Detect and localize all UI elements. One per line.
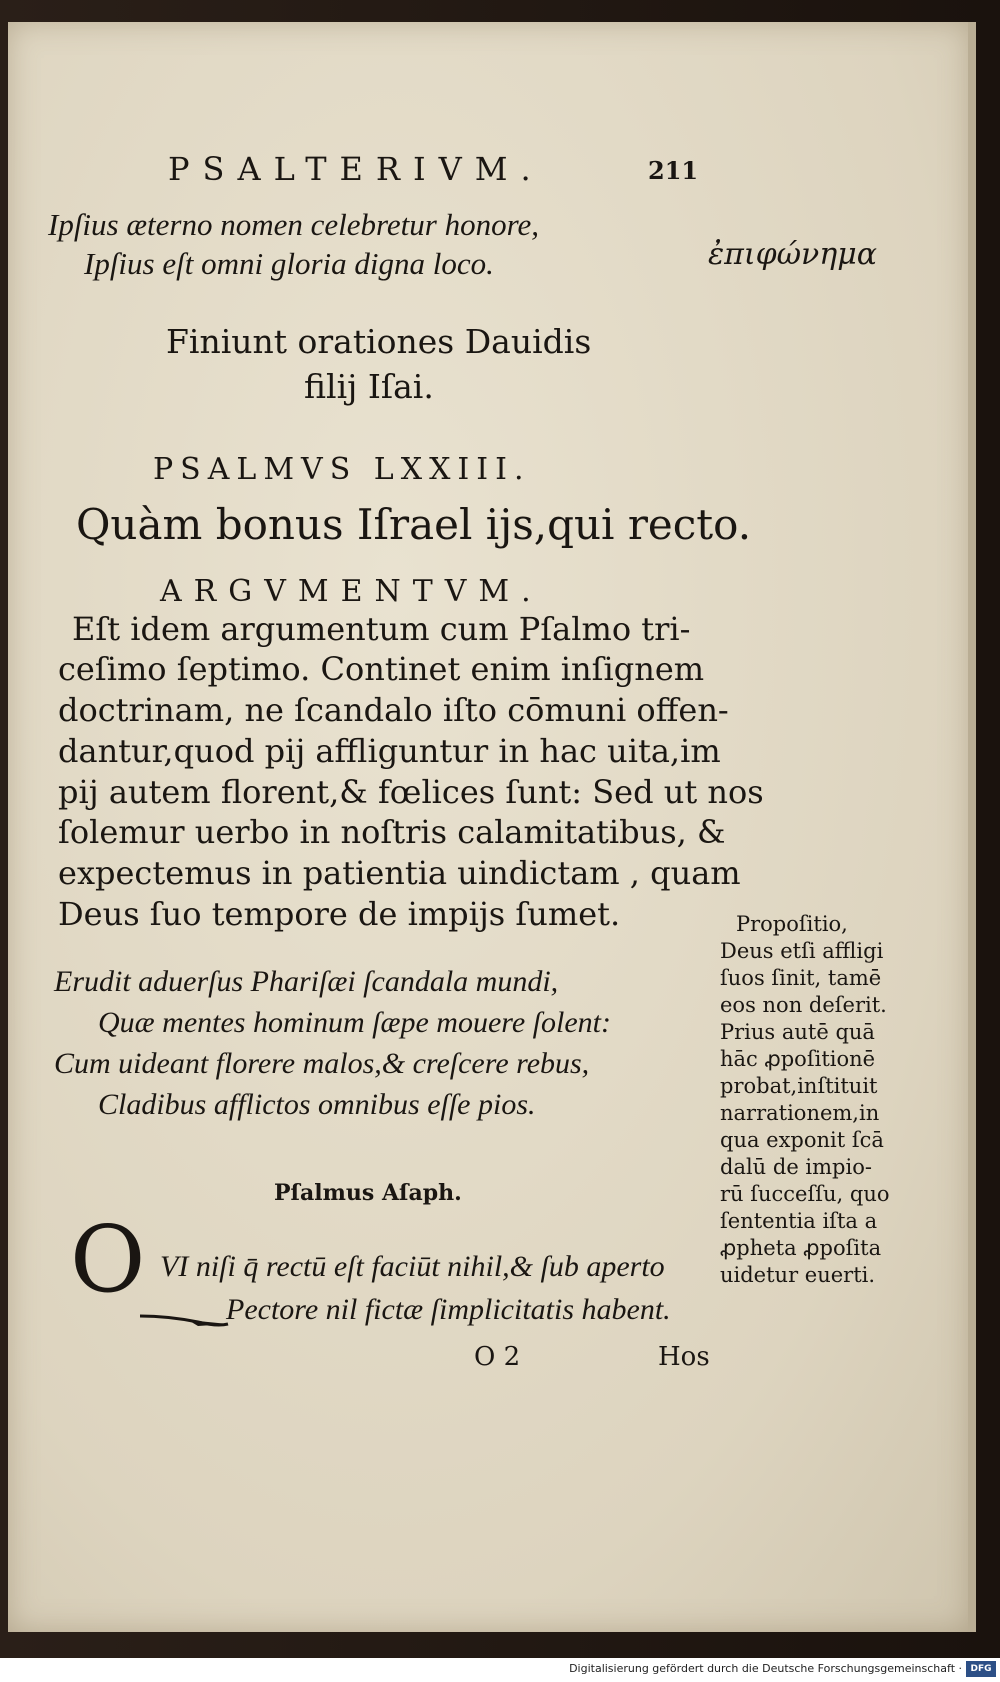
argumentum-heading: ARGVMENTVM. (160, 574, 543, 609)
marginal-note-line: dalū de impio- (720, 1155, 872, 1179)
psalm-text-line: Pectore nil fictæ ſimplicitatis habent. (226, 1293, 671, 1326)
page-edge (968, 22, 976, 1632)
argumentum-line: dantur,quod pij affliguntur in hac uita,im (58, 732, 721, 770)
catchword: Hos (658, 1342, 710, 1372)
signature-mark: O 2 (474, 1342, 521, 1372)
argumentum-line: doctrinam, ne ſcandalo iſto cōmuni offen- (58, 691, 729, 729)
marginal-note-line: hāc ꝓpoſitionē (720, 1047, 876, 1071)
argumentum-line: ſolemur uerbo in noſtris calamitatibus, & (58, 813, 726, 851)
marginal-note-line: ꝓpheta ꝓpoſita (720, 1236, 882, 1260)
marginal-note-line: Prius autē quā (720, 1020, 875, 1044)
psalm-heading: PSALMVS LXXIII. (153, 452, 531, 487)
psalm-incipit: Quàm bonus Iſrael ijs,qui recto. (76, 500, 752, 549)
footer-credit: Digitalisierung gefördert durch die Deutsche Forschungsgemeinschaft · (569, 1662, 962, 1675)
marginal-note-line: qua exponit ſcā (720, 1128, 884, 1152)
greek-marginal-note: ἐπιφώνημα (708, 237, 878, 272)
flourish-ornament (138, 1312, 230, 1328)
marginal-note-line: narrationem,in (720, 1101, 880, 1125)
marginal-note-line: Propoſitio, (736, 912, 848, 936)
epigram-line: Cladibus afflictos omnibus eſſe pios. (98, 1088, 536, 1121)
epigram-line: Erudit aduerſus Phariſæi ſcandala mundi, (54, 965, 559, 998)
argumentum-line: Eſt idem argumentum cum Pſalmo tri- (72, 610, 691, 648)
epigram-line: Cum uideant florere malos,& creſcere rebus, (54, 1047, 590, 1080)
colophon-line: filij Iſai. (304, 367, 434, 406)
argumentum-line: Deus ſuo tempore de impijs ſumet. (58, 895, 621, 933)
running-head: PSALTERIVM. (168, 150, 544, 188)
argumentum-line: pij autem florent,& fœlices ſunt: Sed ut nos (58, 773, 764, 811)
drop-cap-initial: O (70, 1206, 146, 1313)
marginal-note-line: ſuos ſinit, tamē (720, 966, 882, 990)
psalm-text-line: VI niſi q̄ rectū eſt faciūt nihil,& ſub aperto (160, 1250, 665, 1283)
argumentum-line: expectemus in patientia uindictam , quam (58, 854, 741, 892)
marginal-note-line: rū ſucceſſu, quo (720, 1182, 890, 1206)
marginal-note-line: probat,inſtituit (720, 1074, 878, 1098)
marginal-note-line: Deus etſi affligi (720, 939, 884, 963)
psalm-subheading: Pſalmus Aſaph. (274, 1180, 462, 1206)
epigram-line: Quæ mentes hominum ſæpe mouere ſolent: (98, 1006, 611, 1039)
marginal-note-line: ſententia iſta a (720, 1209, 878, 1233)
digitization-footer (0, 1658, 1000, 1682)
dfg-logo: DFG (966, 1661, 996, 1677)
argumentum-line: ceſimo ſeptimo. Continet enim inſignem (58, 650, 705, 688)
marginal-note-line: eos non deſerit. (720, 993, 887, 1017)
top-verse-line: Ipſius æterno nomen celebretur honore, (48, 207, 540, 242)
top-verse-line: Ipſius eſt omni gloria digna loco. (84, 246, 494, 281)
book-page (8, 22, 970, 1632)
page-number: 211 (648, 156, 699, 185)
marginal-note-line: uidetur euerti. (720, 1263, 876, 1287)
colophon-line: Finiunt orationes Dauidis (166, 322, 592, 361)
